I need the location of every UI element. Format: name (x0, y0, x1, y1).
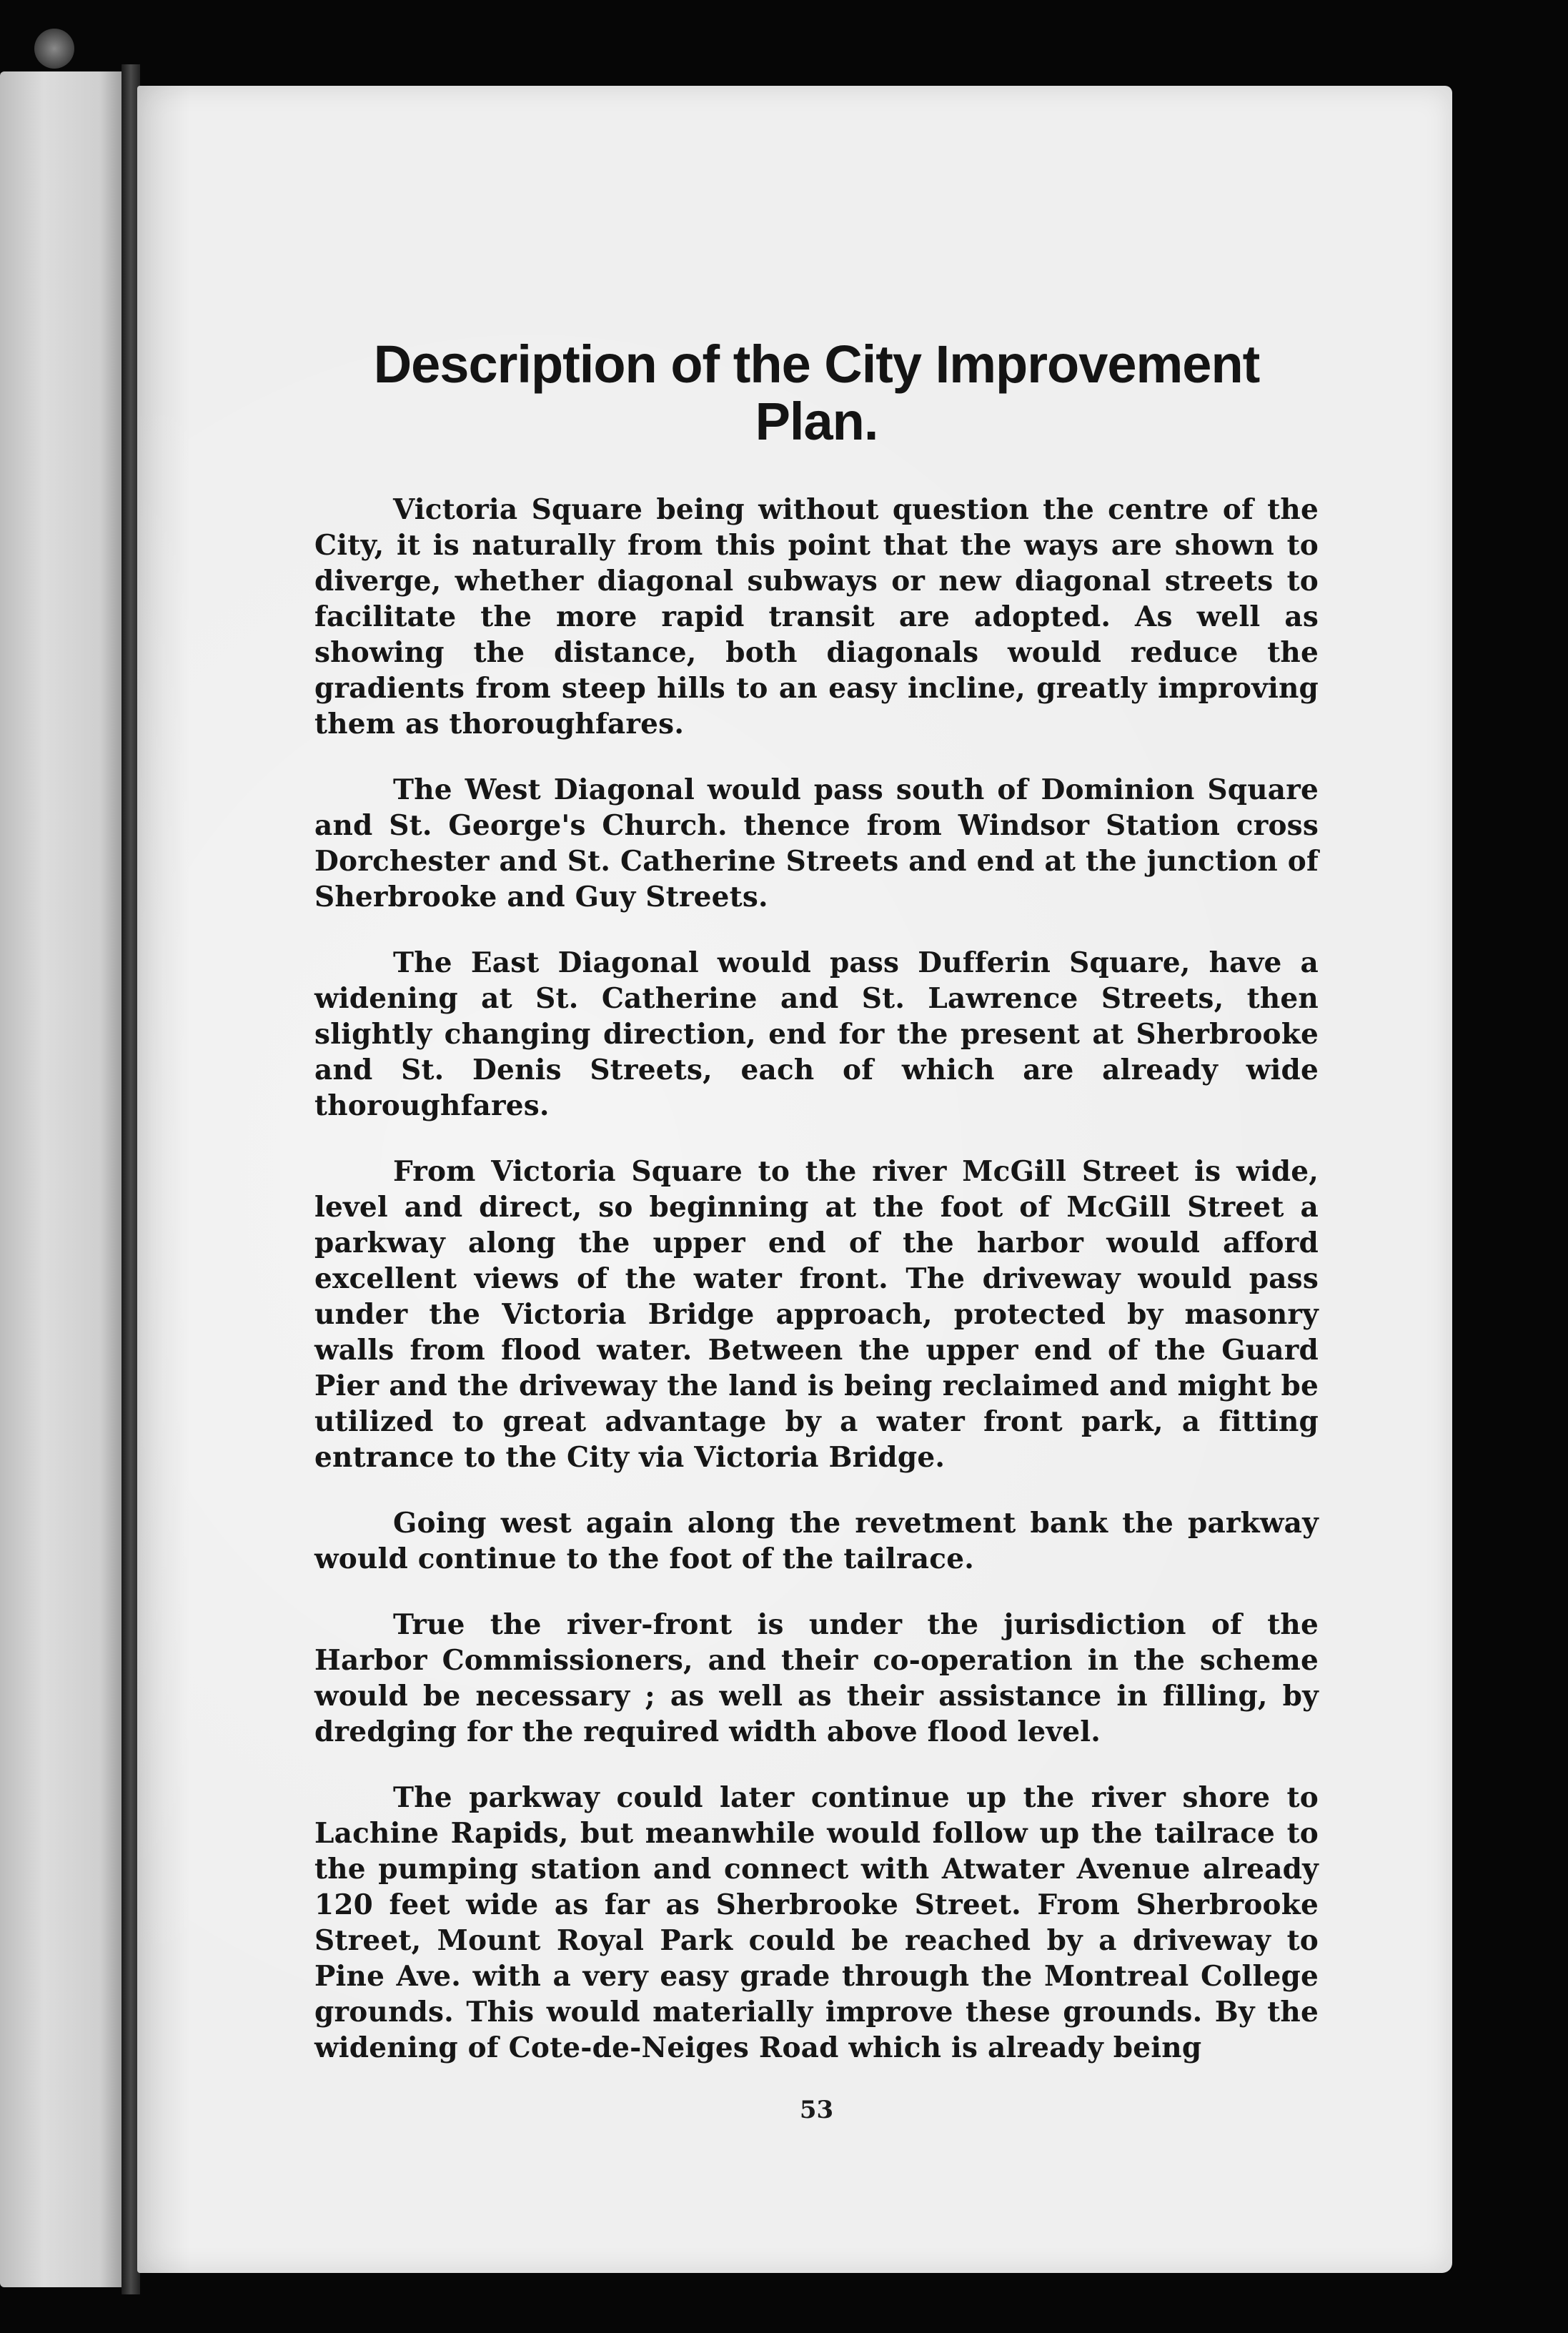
paragraph-parkway: The parkway could later continue up the river shore to Lachine Rapids, but meanwhile would follow up the tailrace to the pumping station and connect with Atwater Avenue already 120 feet wide as far as Sherbrooke Street. From Sherbrooke Street, Mount Royal Park could be reached by a driveway to Pine Ave. with a very easy grade through the Montreal College grounds. This would materially improve these grounds. By the widening of Cote-de-Neiges Road which is already being (314, 1780, 1319, 2064)
paragraph-going-west: Going west again along the revetment bank the parkway would continue to the foot of the tailrace. (314, 1506, 1319, 1575)
page-content (314, 336, 1319, 2124)
paragraph-victoria-square: Victoria Square being without question the centre of the City, it is naturally from this point that the ways are shown to diverge, whether diagonal subways or new diagonal streets to facilitate the more rapid transit are adopted. As well as showing the distance, both diagonals would reduce the gradients from steep hills to an easy incline, greatly improving them as thoroughfares. (314, 492, 1319, 740)
paragraph-mcgill-street: From Victoria Square to the river McGill Street is wide, level and direct, so beginning at the foot of McGill Street a parkway along the upper end of the harbor would afford excellent views of the water front. The driveway would pass under the Victoria Bridge approach, protected by masonry walls from flood water. Between the upper end of the Guard Pier and the driveway the land is being reclaimed and might be utilized to great advantage by a water front park, a fitting entrance to the City via Victoria Bridge. (314, 1154, 1319, 1474)
paragraph-west-diagonal: The West Diagonal would pass south of Dominion Square and St. George's Church. thence from Windsor Station cross Dorchester and St. Catherine Streets and end at the junction of Sherbrooke and Guy Streets. (314, 773, 1319, 913)
page-title: Description of the City Improvement Plan. (373, 335, 1260, 451)
page-number: 53 (799, 2095, 834, 2124)
scan-corner-mark (34, 29, 74, 69)
facing-page-edge (0, 71, 125, 2287)
paragraph-east-diagonal: The East Diagonal would pass Dufferin Square, have a widening at St. Catherine and St. Lawrence Streets, then slightly changing direction, end for the present at Sherbrooke and St. Denis Streets, each of which are already wide thoroughfares. (314, 946, 1319, 1122)
paragraph-river-front: True the river-front is under the jurisdiction of the Harbor Commissioners, and their co-operation in the scheme would be necessary ; as well as their assistance in filling, by dredging for the required width above flood level. (314, 1608, 1319, 1748)
